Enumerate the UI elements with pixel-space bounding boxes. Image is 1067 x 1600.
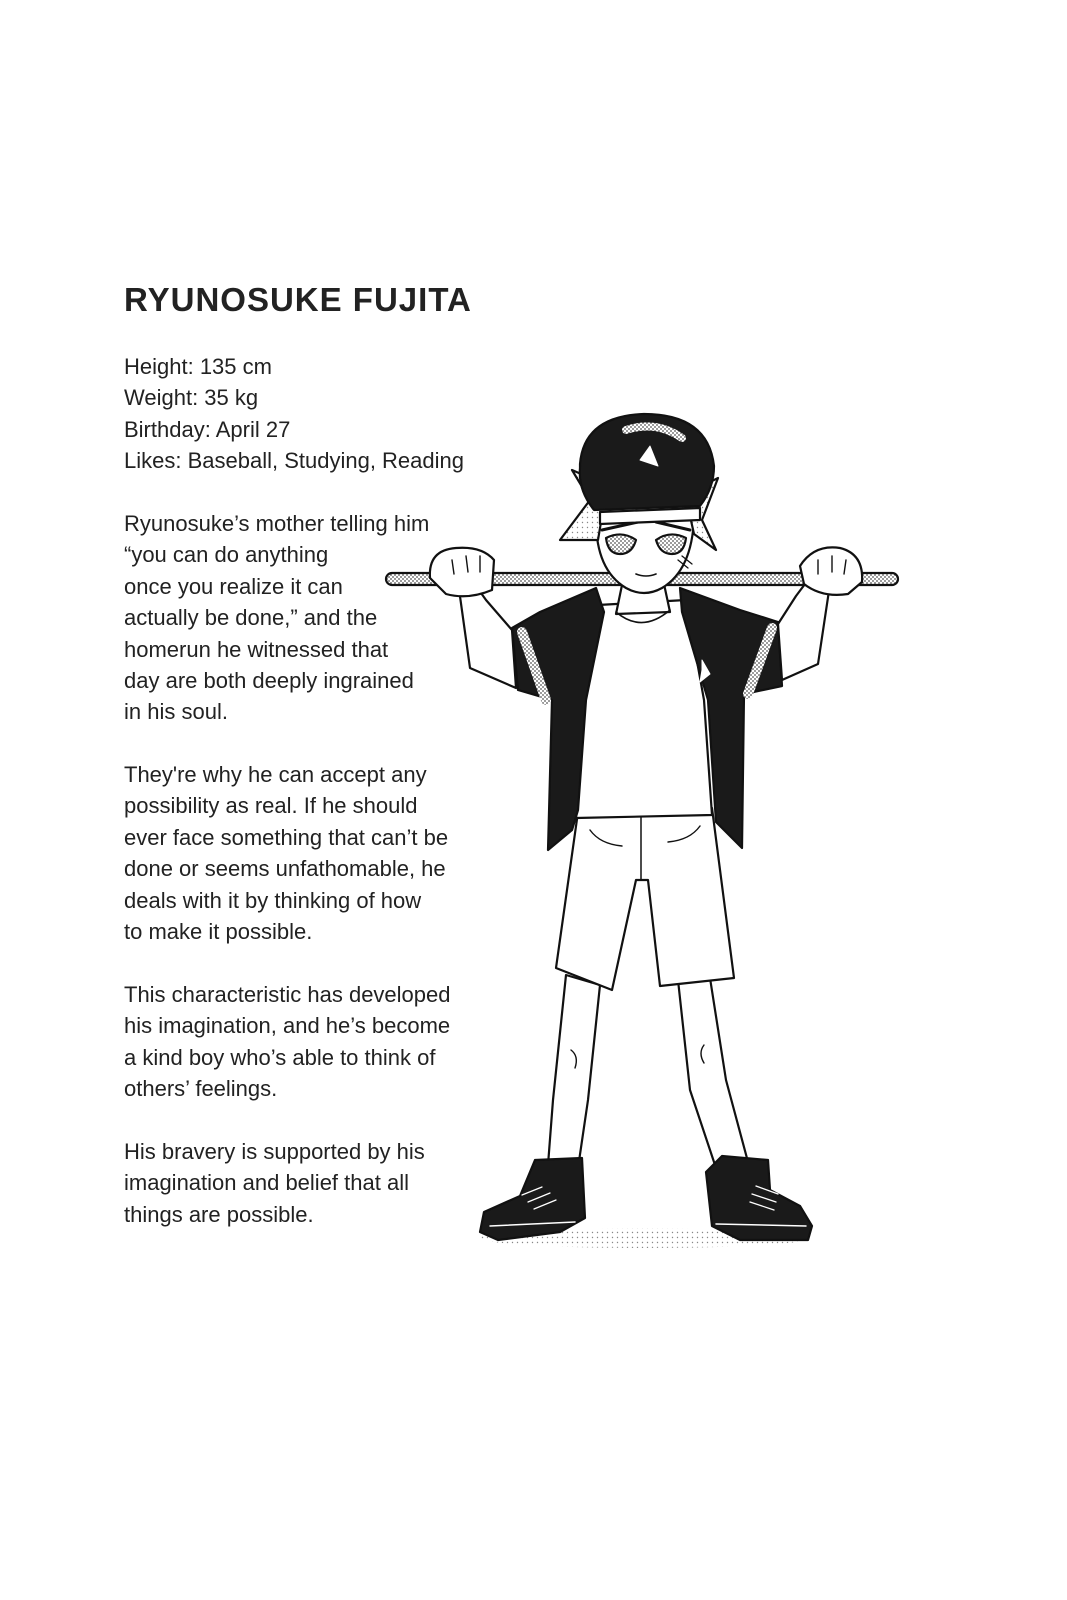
text-line: possibility as real. If he should bbox=[124, 793, 418, 819]
text-line: deals with it by thinking of how bbox=[124, 887, 422, 913]
left-shoe bbox=[480, 1158, 585, 1240]
right-leg bbox=[678, 978, 748, 1168]
cap-strap bbox=[600, 508, 700, 524]
left-hand bbox=[430, 548, 494, 597]
left-arm bbox=[458, 582, 516, 688]
stat-height: Height: 135 cm bbox=[124, 354, 272, 379]
text-line: to make it possible. bbox=[124, 919, 313, 945]
text-line: day are both deeply ingrained bbox=[124, 668, 414, 694]
character-name-heading: RYUNOSUKE FUJITA bbox=[124, 281, 472, 318]
text-line: “you can do anything bbox=[124, 542, 329, 568]
left-leg bbox=[548, 975, 600, 1168]
text-line: ever face something that can’t be bbox=[124, 824, 449, 850]
stat-birthday: Birthday: April 27 bbox=[124, 416, 291, 442]
text-line: others’ feelings. bbox=[124, 1076, 278, 1102]
text-line: actually be done,” and the bbox=[124, 605, 378, 631]
shorts bbox=[556, 808, 734, 990]
right-hand bbox=[800, 547, 862, 595]
text-line: done or seems unfathomable, he bbox=[124, 856, 446, 882]
text-line: This characteristic has developed bbox=[124, 982, 451, 1007]
stat-likes: Likes: Baseball, Studying, Reading bbox=[124, 448, 464, 474]
text-line: a kind boy who’s able to think of bbox=[124, 1044, 436, 1070]
character-illustration bbox=[380, 410, 920, 1260]
text-line: imagination and belief that all bbox=[124, 1170, 409, 1196]
stat-weight: Weight: 35 kg bbox=[124, 385, 259, 411]
text-line: once you realize it can bbox=[124, 573, 343, 599]
text-line: Ryunosuke’s mother telling him bbox=[124, 511, 430, 536]
text-line: His bravery is supported by his bbox=[124, 1139, 425, 1164]
text-line: things are possible. bbox=[124, 1201, 314, 1227]
text-line: his imagination, and he’s become bbox=[124, 1013, 451, 1039]
text-line: homerun he witnessed that bbox=[124, 636, 389, 662]
right-shoe bbox=[706, 1156, 812, 1240]
right-arm bbox=[778, 580, 830, 680]
text-line: in his soul. bbox=[124, 699, 228, 725]
text-line: They're why he can accept any bbox=[124, 762, 427, 787]
